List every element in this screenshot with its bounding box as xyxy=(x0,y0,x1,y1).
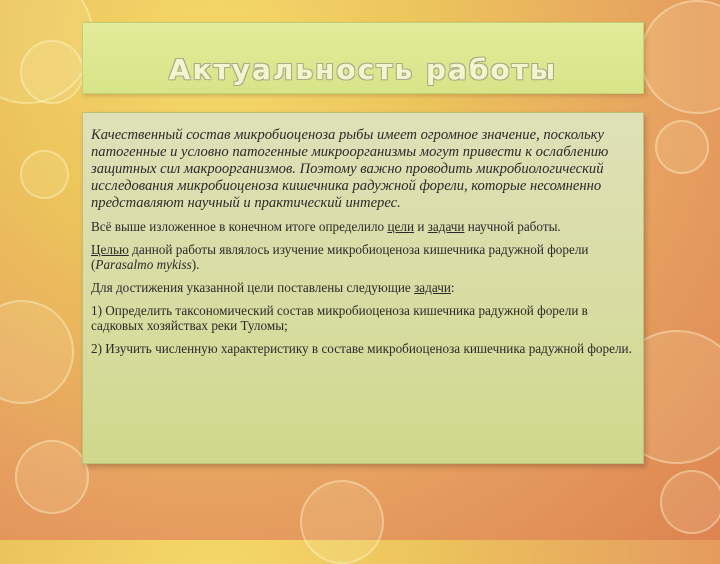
decorative-circle xyxy=(655,120,709,174)
intro-paragraph: Качественный состав микробиоценоза рыбы имеет огромное значение, поскольку патогенные и условно патогенные микроорганизмы могут привести к ослаблению защитных сил макроорганизмов. Поэтому важно проводить микробиологический исследования микробиоценоза кишечника радужной форели, которые несомненно представляют научный и практический интерес. xyxy=(91,127,609,211)
decorative-circle xyxy=(15,440,89,514)
goal-end: ). xyxy=(191,257,200,272)
conclusion-end: научной работы. xyxy=(464,219,561,234)
goal-label: Целью xyxy=(91,242,129,257)
decorative-circle xyxy=(20,40,84,104)
decorative-circle xyxy=(20,150,69,199)
tasks-label: задачи xyxy=(414,280,451,295)
goal-text: данной работы являлось изучение микробиоценоза кишечника радужной форели ( xyxy=(91,242,589,272)
task-item-2: 2) Изучить численную характеристику в составе микробиоценоза кишечника радужной форели. xyxy=(91,341,632,356)
conclusion-text: Всё выше изложенное в конечном итоге определило xyxy=(91,219,388,234)
tasks-intro-text: Для достижения указанной цели поставлены следующие xyxy=(91,280,415,295)
content xyxy=(91,127,635,364)
decorative-circle xyxy=(640,0,720,114)
content-box xyxy=(82,112,644,464)
goals-word: цели xyxy=(387,219,415,234)
page-title: Актуальность работы xyxy=(168,53,558,86)
task-item-1: 1) Определить таксономический состав микробиоценоза кишечника радужной форели в садковых хозяйствах реки Туломы; xyxy=(91,303,588,333)
goal-paragraph xyxy=(91,242,635,272)
and-word: и xyxy=(414,219,428,234)
title-box xyxy=(82,22,644,94)
decorative-circle xyxy=(300,480,384,564)
conclusion-paragraph xyxy=(91,219,635,234)
tasks-word: задачи xyxy=(427,219,465,234)
decorative-circle xyxy=(660,470,720,534)
tasks-colon: : xyxy=(450,280,455,295)
species-name: Parasalmo mykiss xyxy=(95,257,192,272)
decorative-circle xyxy=(0,300,74,404)
tasks-intro-paragraph xyxy=(91,280,635,295)
